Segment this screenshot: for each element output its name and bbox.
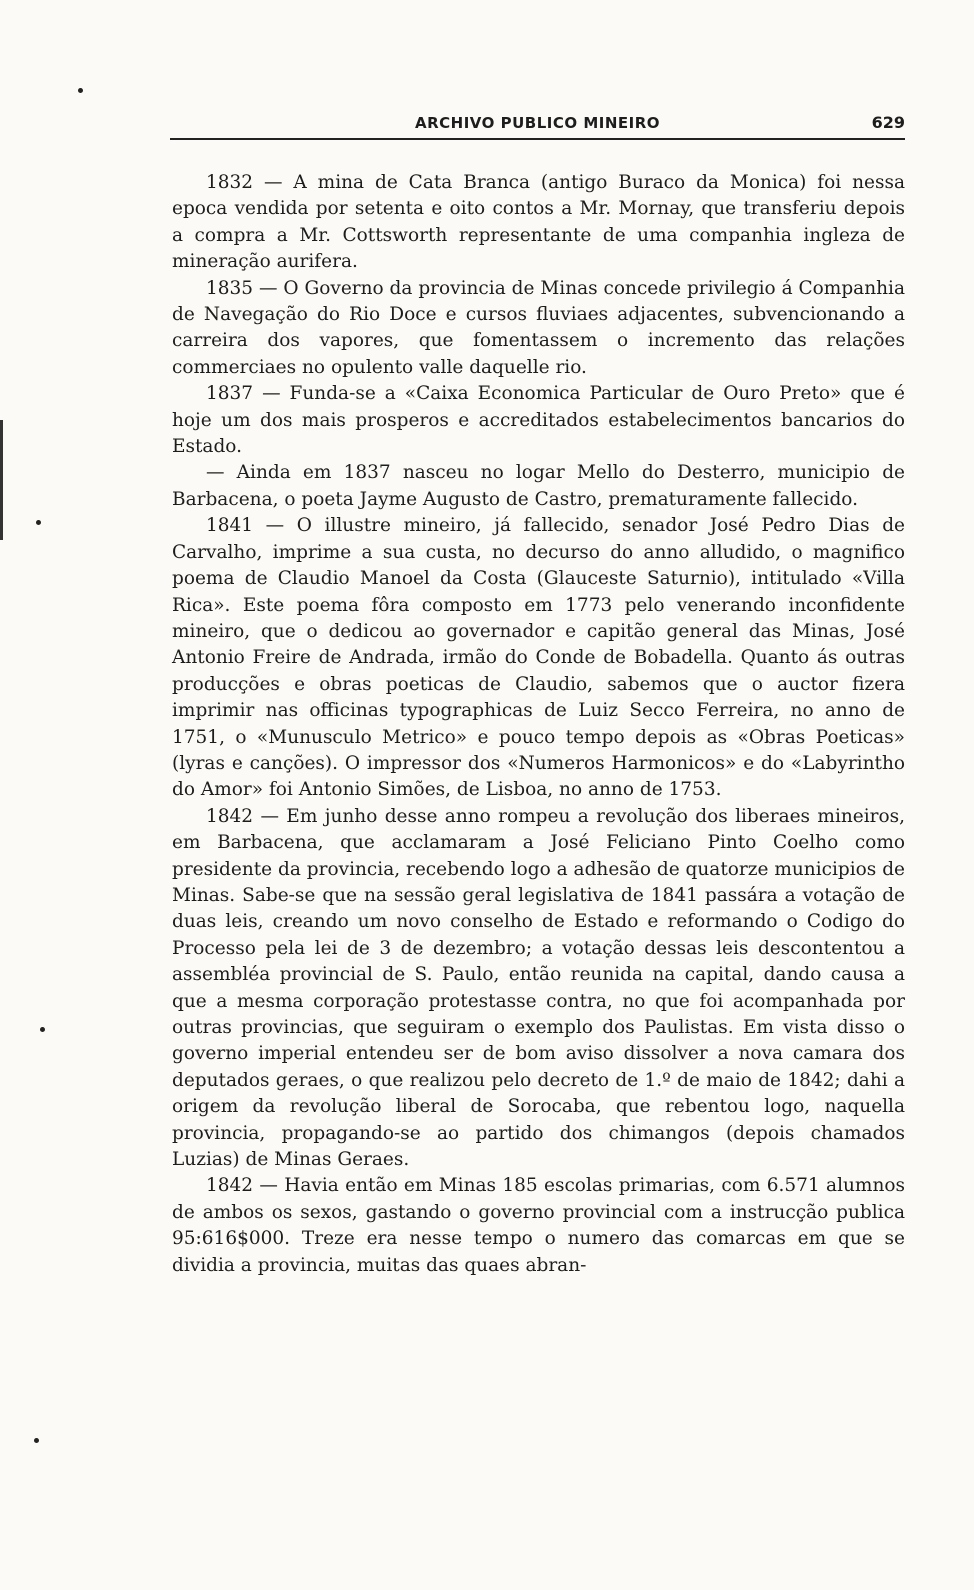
paragraph-1842-revolution: 1842 — Em junho desse anno rompeu a revolução dos liberaes mineiros, em Barbacena, que acclamaram a José Feliciano Pinto Coelho como presidente da provincia, recebendo logo a adhesão de quatorze municipios de Minas. Sabe-se que na sessão geral legislativa de 1841 passára a votação de duas leis, creando um novo conselho de Estado e reformando o Codigo do Processo pela lei de 3 de dezembro; a votação dessas leis descontentou a assembléa provincial de S. Paulo, então reunida na capital, dando causa a que a mesma corporação protestasse contra, no que foi acompanhada por outras provincias, que seguiram o exemplo dos Paulistas. Em vista disso o governo imperial entendeu ser de bom aviso dissolver a nova camara dos deputados geraes, o que realizou pelo decreto de 1.º de maio de 1842; dahi a origem da revolução liberal de Sorocaba, que rebentou logo, naquella provincia, propagando-se ao partido dos chimangos (depois chamados Luzias) de Minas Geraes. [172,805,905,1171]
paragraph-1835: 1835 — O Governo da provincia de Minas concede privilegio á Companhia de Navegação do Rio Doce e cursos fluviaes adjacentes, subvencionando a carreira dos vapores, que fomentassem o incremento das relações commerciaes no opulento valle daquelle rio. [172,277,905,378]
scan-speck [36,520,41,525]
scan-edge-mark [0,420,3,540]
page-header [170,110,905,140]
scan-speck [78,88,83,93]
scan-speck [34,1438,39,1443]
paragraph-1842-schools: 1842 — Havia então em Minas 185 escolas primarias, com 6.571 alumnos de ambos os sexos, gastando o governo provincial com a instrucção publica 95:616$000. Treze era nesse tempo o numero das comarcas em que se dividia a provincia, muitas das quaes abran- [172,1175,905,1276]
scan-speck [40,1027,45,1032]
paragraph-1841: 1841 — O illustre mineiro, já fallecido, senador José Pedro Dias de Carvalho, imprime a sua custa, no decurso do anno alludido, o magnifico poema de Claudio Manoel da Costa (Glauceste Saturnio), intitulado «Villa Rica». Este poema fôra composto em 1773 pelo venerando inconfidente mineiro, que o dedicou ao governador e capitão general das Minas, José Antonio Freire de Andrada, irmão do Conde de Bobadella. Quanto ás outras producções e obras poeticas de Claudio, sabemos que o auctor fizera imprimir nas officinas typographicas de Luiz Secco Ferreira, no anno de 1751, o «Munusculo Metrico» e pouco tempo depois as «Obras Poeticas» (lyras e canções). O impressor dos «Numeros Harmonicos» e do «Labyrintho do Amor» foi Antonio Simões, de Lisboa, no anno de 1753. [172,515,905,801]
paragraph-1832: 1832 — A mina de Cata Branca (antigo Buraco da Monica) foi nessa epoca vendida por setenta e oito contos a Mr. Mornay, que transferiu depois a compra a Mr. Cottsworth representante de uma companhia ingleza de mineração aurifera. [172,172,905,273]
page-number: 629 [871,113,905,132]
paragraph-1837: 1837 — Funda-se a «Caixa Economica Particular de Ouro Preto» que é hoje um dos mais prosperos e accreditados estabelecimentos bancarios do Estado. [172,383,905,458]
body-text [172,170,905,1279]
paragraph-1837-poet: — Ainda em 1837 nasceu no logar Mello do Desterro, municipio de Barbacena, o poeta Jayme Augusto de Castro, prematuramente fallecido. [172,462,905,510]
running-title: ARCHIVO PUBLICO MINEIRO [414,114,661,132]
